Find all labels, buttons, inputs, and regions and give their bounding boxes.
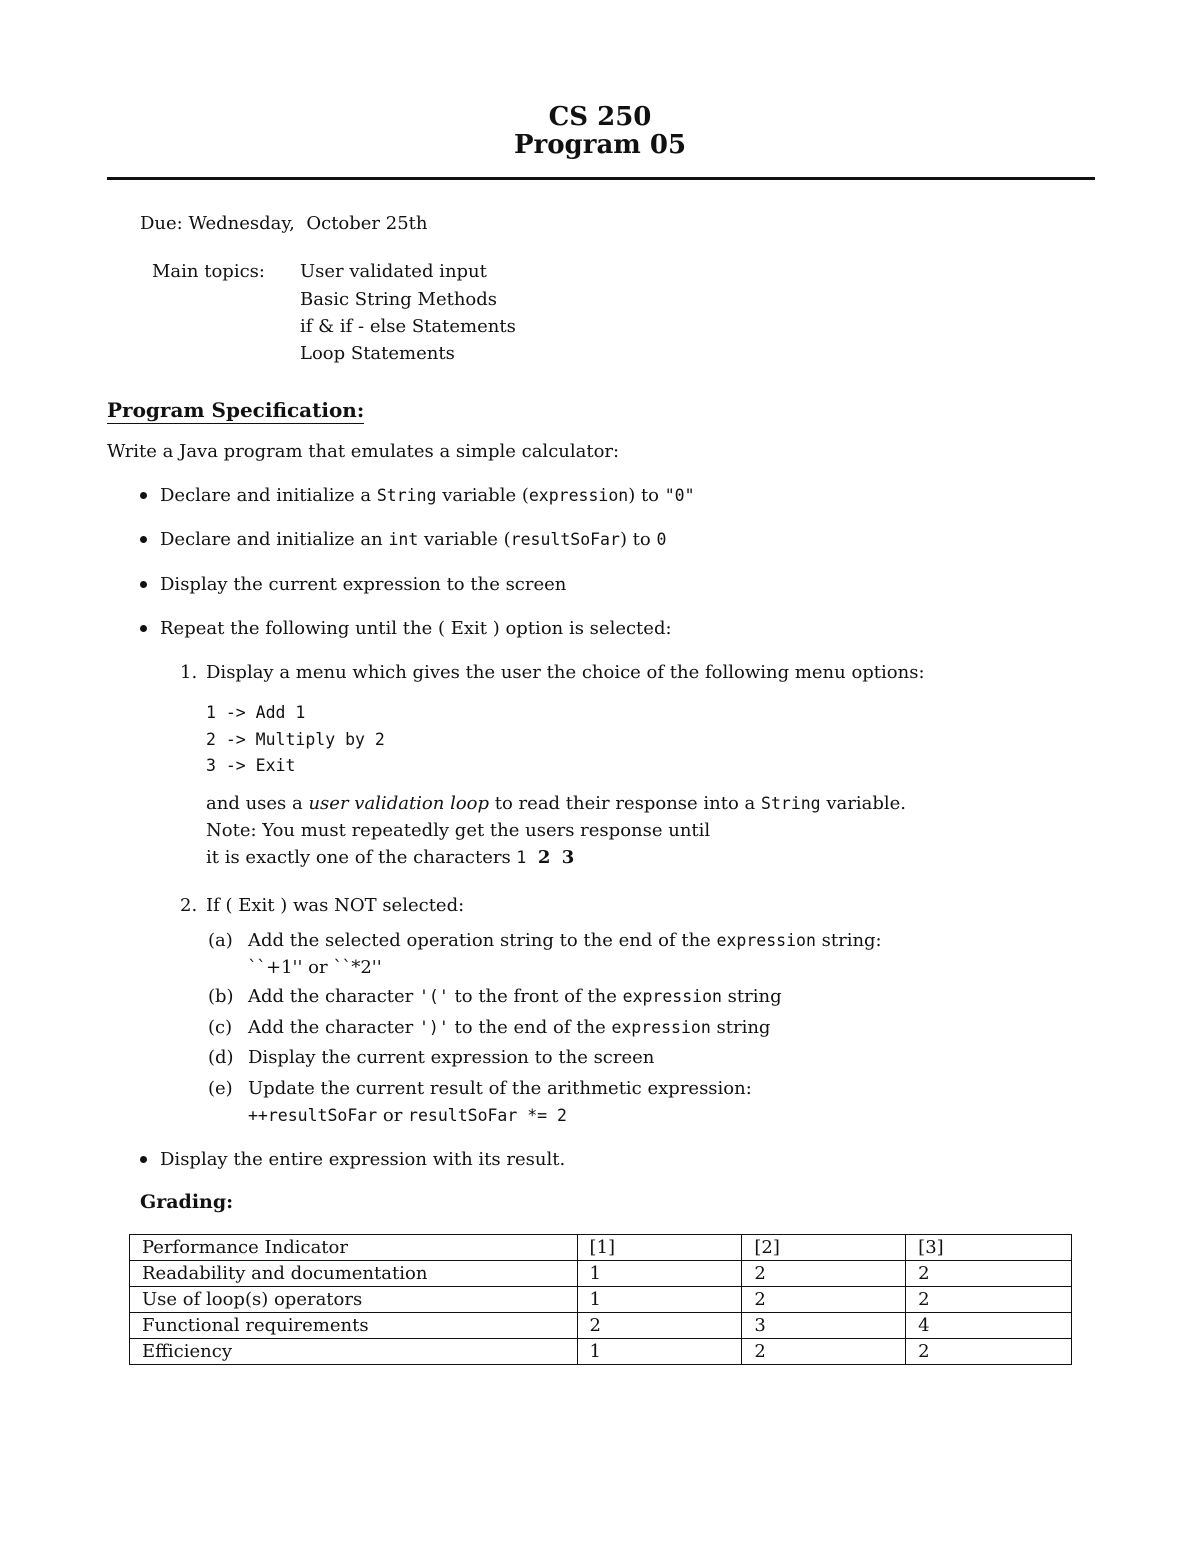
title-rule	[107, 177, 1095, 180]
table-cell: Functional requirements	[130, 1313, 578, 1339]
substep-b: Add the character '(' to the front of the expression string	[248, 986, 782, 1007]
topic-item: Basic String Methods	[300, 289, 498, 310]
substep-label: (b)	[208, 986, 234, 1007]
table-row	[130, 1287, 1072, 1313]
substep-label: (c)	[208, 1017, 233, 1038]
table-cell: 2	[742, 1261, 906, 1287]
substep-label: (a)	[208, 930, 233, 951]
main-topics-label: Main topics:	[152, 261, 265, 282]
substep-c: Add the character ')' to the end of the expression string	[248, 1017, 771, 1038]
bullet-declare-string: Declare and initialize a String variable (expression) to "0"	[160, 485, 695, 506]
bullet-display-result: Display the entire expression with its result.	[160, 1149, 566, 1170]
bullet-dot	[140, 581, 147, 588]
bullet-dot	[140, 492, 147, 499]
grading-heading: Grading:	[140, 1191, 234, 1213]
menu-option: 1 -> Add 1	[206, 703, 306, 722]
bullet-declare-int: Declare and initialize an int variable (resultSoFar) to 0	[160, 529, 667, 550]
table-cell: 2	[577, 1313, 742, 1339]
bullet-dot	[140, 536, 147, 543]
table-cell: Readability and documentation	[130, 1261, 578, 1287]
course-title: CS 250	[548, 102, 652, 132]
table-row	[130, 1235, 1072, 1261]
topic-item: User validated input	[300, 261, 487, 282]
program-title: Program 05	[513, 130, 687, 160]
substep-a: Add the selected operation string to the end of the expression string:	[248, 930, 882, 951]
substep-label: (d)	[208, 1047, 234, 1068]
validation-note: Note: You must repeatedly get the users response until	[206, 820, 711, 841]
table-cell: 2	[906, 1261, 1072, 1287]
table-row	[130, 1261, 1072, 1287]
table-cell: 2	[742, 1339, 906, 1365]
grading-table	[129, 1234, 1072, 1365]
menu-option: 2 -> Multiply by 2	[206, 730, 385, 749]
step-number: 1.	[180, 662, 198, 683]
topic-item: if & if - else Statements	[300, 316, 516, 337]
table-cell: 2	[906, 1339, 1072, 1365]
table-cell: 1	[577, 1261, 742, 1287]
step2-text: If ( Exit ) was NOT selected:	[206, 895, 465, 916]
bullet-repeat: Repeat the following until the ( Exit ) option is selected:	[160, 618, 672, 639]
spec-heading: Program Specification:	[107, 398, 365, 422]
table-cell: 1	[577, 1287, 742, 1313]
table-cell: 3	[742, 1313, 906, 1339]
menu-option: 3 -> Exit	[206, 756, 296, 775]
table-header-cell: [1]	[577, 1235, 742, 1261]
table-header-cell: [2]	[742, 1235, 906, 1261]
substep-e-code: ++resultSoFar or resultSoFar *= 2	[248, 1105, 567, 1126]
topic-item: Loop Statements	[300, 343, 455, 364]
table-row	[130, 1313, 1072, 1339]
table-cell: Efficiency	[130, 1339, 578, 1365]
step-number: 2.	[180, 895, 198, 916]
substep-a-ops: ``+1'' or ``*2''	[248, 957, 382, 978]
table-cell: Use of loop(s) operators	[130, 1287, 578, 1313]
due-date: Due: Wednesday, October 25th	[140, 213, 428, 234]
table-cell: 1	[577, 1339, 742, 1365]
table-header-cell: Performance Indicator	[130, 1235, 578, 1261]
substep-d: Display the current expression to the screen	[248, 1047, 655, 1068]
table-row	[130, 1339, 1072, 1365]
substep-label: (e)	[208, 1078, 233, 1099]
substep-e: Update the current result of the arithmetic expression:	[248, 1078, 752, 1099]
table-cell: 2	[906, 1287, 1072, 1313]
bullet-dot	[140, 625, 147, 632]
bullet-dot	[140, 1156, 147, 1163]
table-cell: 2	[742, 1287, 906, 1313]
bullet-display-expression: Display the current expression to the screen	[160, 574, 567, 595]
step1-text: Display a menu which gives the user the choice of the following menu options:	[206, 662, 925, 683]
table-cell: 4	[906, 1313, 1072, 1339]
table-header-cell: [3]	[906, 1235, 1072, 1261]
validation-note-chars: it is exactly one of the characters 1 2 3	[206, 847, 575, 868]
spec-intro: Write a Java program that emulates a simple calculator:	[107, 441, 620, 462]
validation-text: and uses a user validation loop to read their response into a String variable.	[206, 793, 906, 814]
